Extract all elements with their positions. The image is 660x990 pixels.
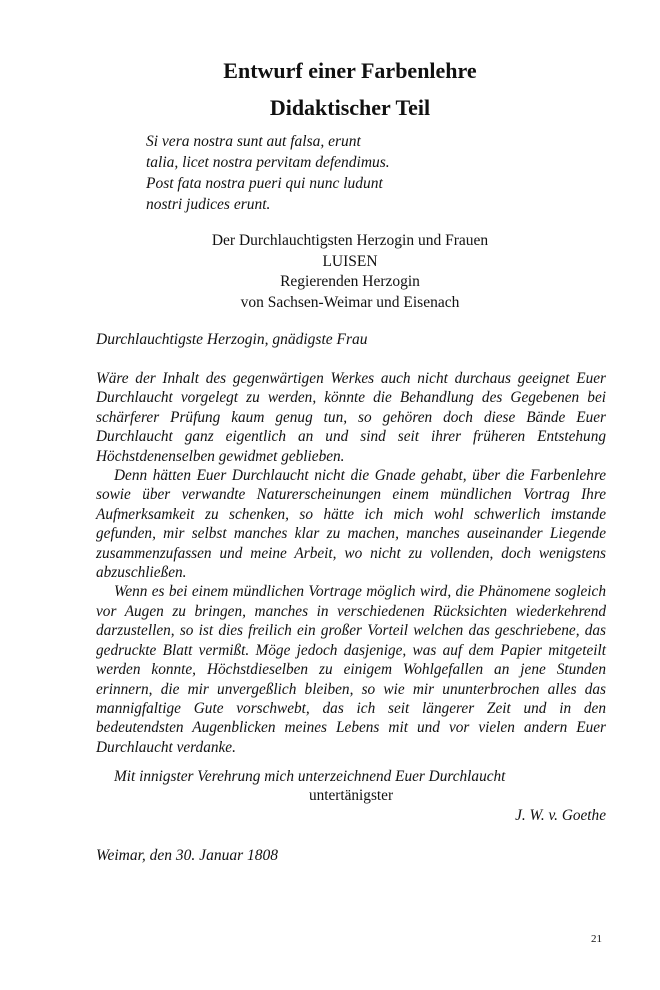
page-title: Entwurf einer Farbenlehre xyxy=(223,58,477,83)
dedication-line: LUISEN xyxy=(322,252,378,270)
place-date: Weimar, den 30. Januar 1808 xyxy=(96,847,278,864)
paragraph: Denn hätten Euer Durchlaucht nicht die Gnade gehabt, über die Farbenlehre sowie über verwandte Naturerscheinungen einem mündlichen Vortrag Ihre Aufmerksamkeit zu schenken, so hätte ich mich wohl schwerlich imstande gefunden, mir selbst manches klar zu machen, manches auseinander Liegende zusammenzufassen und meine Arbeit, wo nicht zu vollenden, doch wenigstens abzuschließen. xyxy=(96,467,606,582)
salutation: Durchlauchtigste Herzogin, gnädigste Frau xyxy=(96,331,368,348)
motto-line: talia, licet nostra pervitam defendimus. xyxy=(146,154,390,171)
motto-line: Post fata nostra pueri qui nunc ludunt xyxy=(146,175,383,192)
letter-closing xyxy=(96,767,606,825)
paragraph: Wäre der Inhalt des gegenwärtigen Werkes auch nicht durchaus geeignet Euer Durchlaucht vorgelegt zu werden, könnte die Behandlung des Gegebenen bei schärferer Prüfung kaum genug tun, so gehören doch diese Bände Euer Durchlaucht ganz eigentlich an und sind seit ihrer früheren Entstehung Höchstdenenselben gewidmet geblieben. xyxy=(96,370,606,465)
dedication xyxy=(0,231,660,313)
letter-body xyxy=(96,369,606,757)
motto-line: Si vera nostra sunt aut falsa, erunt xyxy=(146,133,361,150)
subscription: untertänigster xyxy=(308,787,394,805)
motto-line: nostri judices erunt. xyxy=(146,196,271,213)
signature: J. W. v. Goethe xyxy=(515,806,606,824)
dedication-line: von Sachsen-Weimar und Eisenach xyxy=(240,293,460,311)
page-subtitle: Didaktischer Teil xyxy=(269,95,431,120)
page-number: 21 xyxy=(591,933,602,945)
paragraph: Wenn es bei einem mündlichen Vortrage möglich wird, die Phänomene sogleich vor Augen zu bringen, manches in verschiedenen Rücksichten wiederkehrend darzustellen, so ist dies freilich ein großer Vorteil welchen das geschriebene, das gedruckte Blatt vermißt. Möge jedoch dasjenige, was auf dem Papier mitgeteilt werden konnte, Höchstdieselben zu einigem Wohlgefallen an jene Stunden erinnern, die mir unvergeßlich bleiben, so wie mir ununterbrochen alles das mannigfaltige Gute vorschwebt, das ich seit längerer Zeit und in den bedeutendsten Augenblicken meines Lebens mit und vor vielen andern Euer Durchlaucht verdanke. xyxy=(96,583,606,756)
latin-motto xyxy=(146,131,446,215)
dedication-line: Regierenden Herzogin xyxy=(280,273,420,290)
closing-line: Mit innigster Verehrung mich unterzeichnend Euer Durchlaucht xyxy=(114,768,506,785)
dedication-line: Der Durchlauchtigsten Herzogin und Frauen xyxy=(211,232,489,249)
